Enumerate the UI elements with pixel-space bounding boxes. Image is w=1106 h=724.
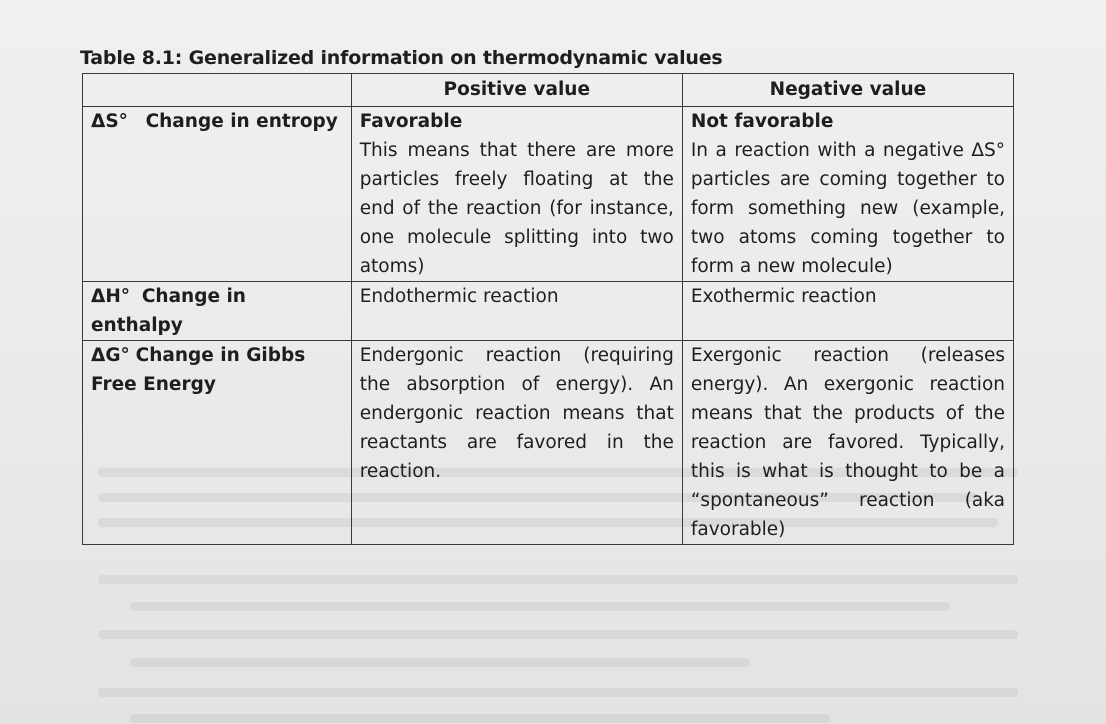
entropy-name: Change in entropy (145, 111, 338, 132)
thermodynamics-table (82, 73, 1014, 545)
table-row-gibbs (83, 341, 1014, 545)
enthalpy-positive-cell: Endothermic reaction (351, 282, 682, 341)
enthalpy-label-cell (83, 282, 352, 341)
table-caption: Table 8.1: Generalized information on thermodynamic values (80, 47, 723, 69)
table-row-enthalpy (83, 282, 1014, 341)
entropy-positive-text: This means that there are more particles freely floating at the end of the reaction (for instance, one molecule splitting into two atoms) (359, 140, 674, 277)
entropy-label-cell (83, 107, 352, 282)
entropy-positive-cell (351, 107, 682, 282)
enthalpy-name: Change in enthalpy (91, 286, 246, 336)
table-header-row (83, 74, 1014, 107)
gibbs-symbol: ΔG° (91, 345, 130, 366)
gibbs-positive-cell: Endergonic reaction (requiring the absorption of energy). An endergonic reaction means that reactants are favored in the reaction. (351, 341, 682, 545)
header-blank-cell (83, 74, 352, 107)
enthalpy-negative-cell: Exothermic reaction (682, 282, 1013, 341)
entropy-symbol: ΔS° (91, 111, 128, 132)
gibbs-negative-cell: Exergonic reaction (releases energy). An exergonic reaction means that the products of the reaction are favored. Typically, this is what is thought to be a “spontaneous” reaction (aka favorable) (682, 341, 1013, 545)
enthalpy-symbol: ΔH° (91, 286, 131, 307)
entropy-negative-cell (682, 107, 1013, 282)
table-row-entropy (83, 107, 1014, 282)
header-negative-value: Negative value (682, 74, 1013, 107)
gibbs-name: Change in Gibbs Free Energy (91, 345, 306, 395)
gibbs-label-cell (83, 341, 352, 545)
header-positive-value: Positive value (351, 74, 682, 107)
entropy-negative-heading: Not favorable (690, 111, 834, 132)
entropy-negative-text: In a reaction with a negative ΔS° particles are coming together to form something new (example, two atoms coming together to form a new molecule) (690, 140, 1005, 277)
entropy-positive-heading: Favorable (359, 111, 463, 132)
